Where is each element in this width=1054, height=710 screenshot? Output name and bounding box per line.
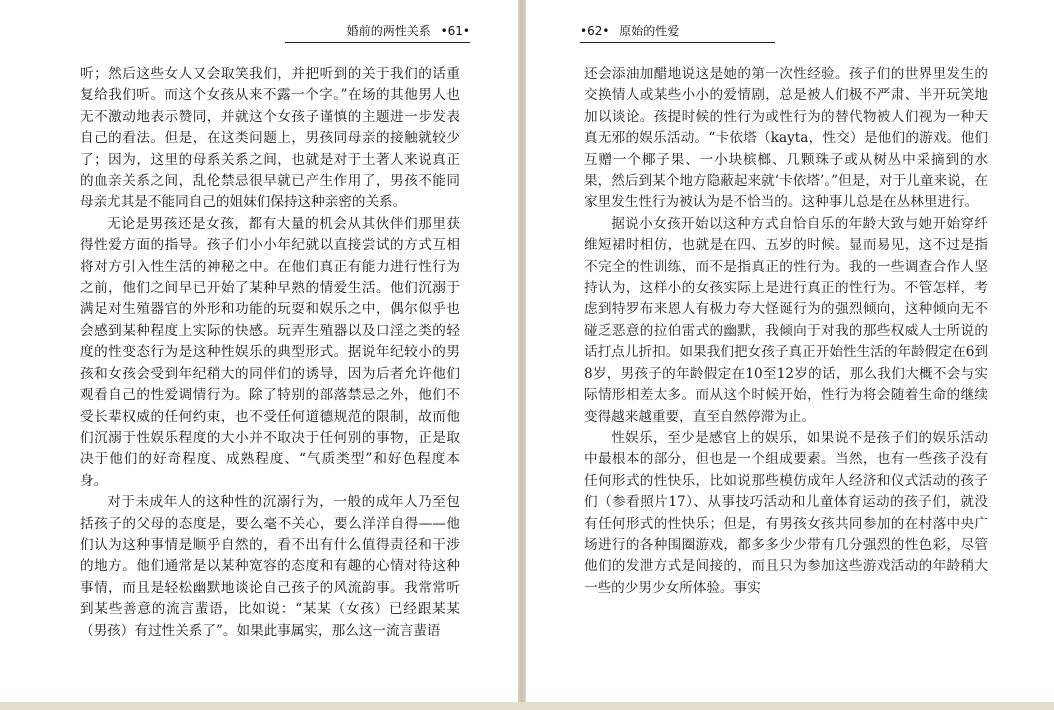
page-number: •61• [440,24,470,38]
paragraph: 听；然后这些女人又会取笑我们，并把听到的关于我们的话重复给我们听。而这个女孩从来不露一个字。”在场的其他男人也无不激动地表示赞同，并就这个女孩子谨慎的主题进一步发表自己的看法。但是，在这类问题上，男孩同母亲的接触就较少了；因为，这里的母系关系之间，也就是对于土著人来说真正的血亲关系之间，乱伦禁忌很早就已产生作用了，男孩不能同母亲尤其是不能同自己的姐妹们保持这种亲密的关系。 [80,66,460,211]
paragraph: 还会添油加醋地说这是她的第一次性经验。孩子们的世界里发生的交换情人或某些小小的爱情剧，总是被人们极不严肃、半开玩笑地加以谈论。孩提时候的性行为或性行为的替代物被人们视为一种天真无邪的娱乐活动。“卡依塔（kayta，性交）是他们的游戏。他们互赠一个椰子果、一小块槟榔、几颗珠子或从树丛中采摘到的水果，然后到某个地方隐蔽起来就‘卡依塔’。”但是，对于儿童来说，在家里发生性行为被认为是不恰当的。这种事儿总是在丛林里进行。 [584,66,988,211]
paragraph: 对于未成年人的这种性的沉溺行为，一般的成年人乃至包括孩子的父母的态度是，要么毫不关心，要么洋洋自得——他们认为这种事情是顺乎自然的，看不出有什么值得责径和干涉的地方。他们通常是以某种宽容的态度和有趣的心情对待这种事情，而且是轻松幽默地谈论自己孩子的风流韵事。我常常听到某些善意的流言蜚语，比如说：“某某（女孩）已经跟某某（男孩）有过性关系了”。如果此事属实，那么这一流言蜚语 [80,494,460,639]
right-page [526,0,1054,710]
header-rule [285,42,470,43]
page-bottom-edge [0,702,1054,710]
right-page-header [580,22,770,40]
paragraph: 无论是男孩还是女孩，都有大量的机会从其伙伴们那里获得性爱方面的指导。孩子们小小年纪就以直接尝试的方式互相将对方引入性生活的神秘之中。在他们真正有能力进行性行为之前，他们之间早已开始了某种早熟的情爱生活。他们沉溺于满足对生殖器官的外形和功能的玩耍和娱乐之中，偶尔似乎也会感到某种程度上实际的快感。玩弄生殖器以及口淫之类的轻度的性变态行为是这种性娱乐的典型形式。据说年纪较小的男孩和女孩会受到年纪稍大的同伴们的诱导，因为后者允许他们观看自己的性爱调情行为。除了特别的部落禁忌之外，他们不受长辈权威的任何约束，也不受任何道德规范的限制，故而他们沉溺于性娱乐程度的大小并不取决于任何别的事物，正是取决于他们的好奇程度、成熟程度、“气质类型”和好色程度本身。 [80,215,460,489]
chapter-title: 婚前的两性关系 [346,24,431,38]
book-gutter [518,0,526,710]
page-number: •62• [580,24,610,38]
chapter-title: 原始的性爱 [619,24,680,38]
header-rule [580,42,775,43]
paragraph: 性娱乐，至少是感官上的娱乐，如果说不是孩子们的娱乐活动中最根本的部分，但也是一个组成要素。当然，也有一些孩子没有任何形式的性快乐，比如说那些模仿成年人经济和仪式活动的孩子们（参看照片17）、从事技巧活动和儿童体育运动的孩子们，就没有任何形式的性快乐；但是，有男孩女孩共同参加的在村落中央广场进行的各种围圈游戏，都多多少少带有几分强烈的性色彩，尽管他们的发泄方式是间接的，而且只为参加这些游戏活动的年龄稍大一些的少男少女所体验。事实 [584,429,988,596]
left-page-body [80,64,460,642]
left-page-header [300,22,470,40]
right-page-body [584,64,988,599]
left-page [0,0,518,710]
paragraph: 据说小女孩开始以这种方式自恰自乐的年龄大致与她开始穿纤维短裙时相仿，也就是在四、五岁的时候。显而易见，这不过是指不完全的性训练，而不是指真正的性行为。我的一些调查合作人坚持认为，这样小的女孩实际上是进行真正的性行为。不管怎样，考虑到特罗布来恩人有极力夸大怪诞行为的强烈倾向，这种倾向无不碰乏恶意的拉伯雷式的幽默，我倾向于对我的那些权威人士所说的话打点儿折扣。如果我们把女孩子真正开始性生活的年龄假定在6到8岁，男孩子的年龄假定在10至12岁的话，那么我们大概不会与实际情形相差太多。而从这个时候开始，性行为将会随着生命的继续变得越来越重要，直至自然停滞为止。 [584,215,988,425]
